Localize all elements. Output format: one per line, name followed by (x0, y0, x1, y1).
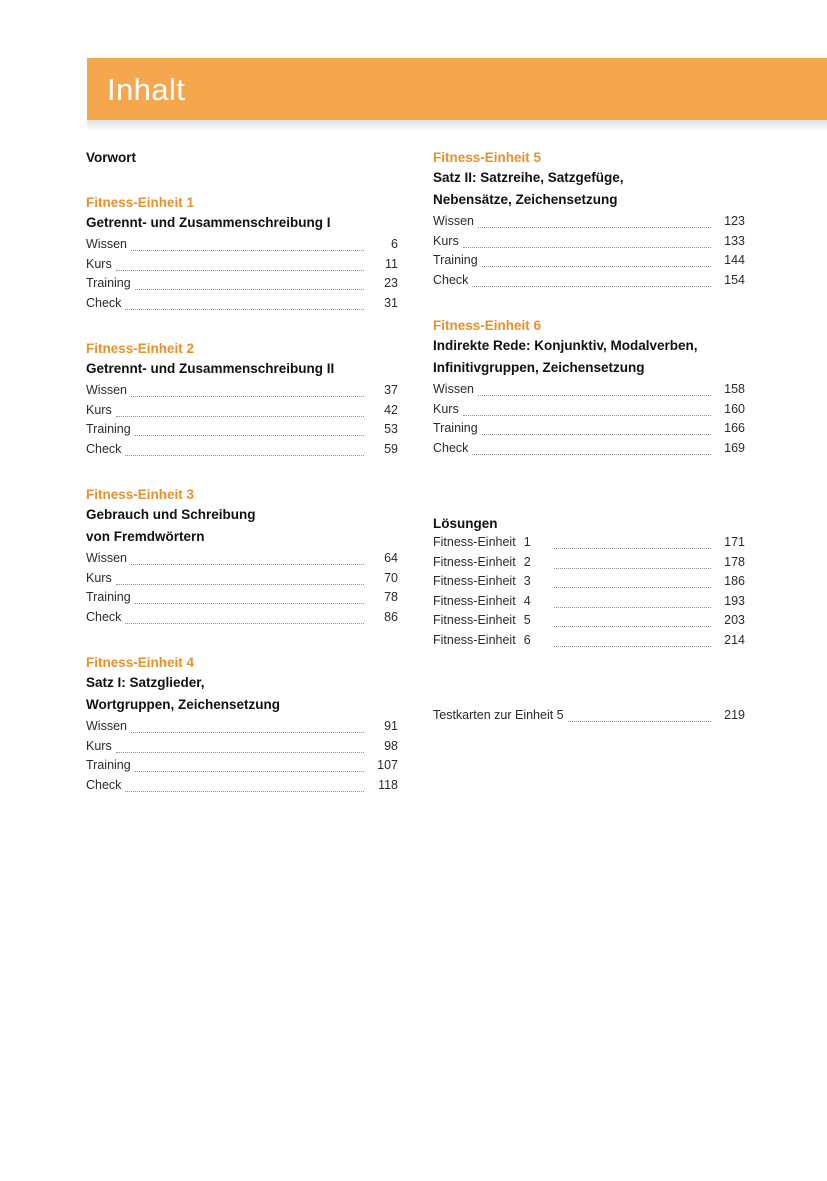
toc-row[interactable] (86, 569, 398, 589)
dot-leader (116, 584, 364, 585)
dot-leader (568, 721, 711, 722)
dot-leader (472, 454, 711, 455)
entry-index: 1 (523, 535, 531, 549)
toc-row[interactable] (86, 737, 398, 757)
entry-page-number: 186 (724, 574, 745, 588)
toc-row[interactable] (86, 235, 398, 255)
entry-label: Fitness-Einheit (433, 632, 516, 647)
dot-leader (554, 626, 711, 627)
section-title-line-2: Nebensätze, Zeichensetzung (433, 192, 618, 207)
entry-label: Kurs (86, 738, 112, 753)
section-spacer (433, 676, 745, 706)
dot-leader (131, 732, 364, 733)
toc-row[interactable] (86, 381, 398, 401)
section-title-line-1: Indirekte Rede: Konjunktiv, Modalverben, (433, 338, 698, 353)
section-title-line-1: Satz I: Satzglieder, (86, 675, 205, 690)
toc-section-einheit-4 (86, 653, 398, 795)
dot-leader (131, 564, 364, 565)
toc-row[interactable] (86, 420, 398, 440)
entry-page-number: 123 (724, 214, 745, 228)
toc-row[interactable] (433, 232, 745, 252)
dot-leader (554, 607, 711, 608)
dot-leader (135, 603, 364, 604)
toc-section-loesungen (433, 514, 745, 650)
toc-row[interactable] (433, 592, 745, 612)
entry-label: Wissen (86, 551, 127, 565)
entry-page-number: 42 (384, 402, 398, 417)
entry-page-number: 86 (384, 609, 398, 624)
entry-label: Testkarten zur Einheit 5 (433, 708, 564, 722)
dot-leader (131, 250, 364, 251)
dot-leader (125, 309, 364, 310)
entry-label: Fitness-Einheit (433, 535, 516, 549)
toc-row[interactable] (86, 294, 398, 314)
entry-label: Kurs (86, 402, 112, 417)
entry-label: Training (433, 253, 478, 267)
section-spacer (433, 484, 745, 514)
dot-leader (554, 587, 711, 588)
entry-label: Training (86, 422, 131, 436)
page-title: Inhalt (107, 71, 186, 107)
page-header-banner (87, 58, 827, 120)
toc-row[interactable] (433, 271, 745, 291)
section-title-line-1: Gebrauch und Schreibung (86, 507, 256, 522)
dot-leader (135, 289, 364, 290)
entry-page-number: 37 (384, 383, 398, 397)
toc-row[interactable] (433, 439, 745, 459)
entry-page-number: 11 (385, 256, 398, 271)
entry-index: 4 (523, 593, 531, 608)
entry-page-number: 91 (384, 719, 398, 733)
entry-label: Kurs (433, 233, 459, 248)
toc-row[interactable] (433, 212, 745, 232)
dot-leader (135, 771, 364, 772)
entry-page-number: 193 (724, 593, 745, 608)
entry-label: Wissen (86, 383, 127, 397)
entry-index: 6 (523, 632, 531, 647)
entry-label: Kurs (86, 256, 112, 271)
section-eyebrow: Fitness-Einheit 3 (86, 487, 195, 502)
toc-row[interactable] (86, 608, 398, 628)
toc-row[interactable] (433, 611, 745, 631)
entry-label: Training (86, 758, 131, 772)
loesungen-heading: Lösungen (433, 516, 498, 531)
entry-label: Check (86, 609, 122, 624)
entry-label: Check (86, 777, 122, 792)
entry-label: Fitness-Einheit (433, 574, 516, 588)
entry-label: Check (86, 441, 122, 456)
toc-row[interactable] (433, 553, 745, 573)
dot-leader (125, 623, 364, 624)
toc-entry-vorwort[interactable] (86, 148, 398, 167)
entry-label: Wissen (433, 214, 474, 228)
toc-row[interactable] (86, 756, 398, 776)
toc-row[interactable] (433, 533, 745, 553)
entry-page-number: 118 (378, 777, 398, 792)
toc-row[interactable] (433, 419, 745, 439)
section-title: Getrennt- und Zusammenschreibung I (86, 215, 331, 230)
entry-label: Check (86, 295, 122, 310)
dot-leader (116, 752, 364, 753)
entry-page-number: 78 (384, 590, 398, 604)
section-eyebrow: Fitness-Einheit 1 (86, 195, 195, 210)
section-title-line-2: Infinitivgruppen, Zeichensetzung (433, 360, 645, 375)
entry-page-number: 70 (384, 570, 398, 585)
toc-section-einheit-1 (86, 193, 398, 313)
toc-row[interactable] (86, 588, 398, 608)
dot-leader (135, 435, 364, 436)
entry-page-number: 107 (377, 758, 398, 772)
dot-leader (478, 227, 711, 228)
entry-page-number: 31 (384, 295, 398, 310)
dot-leader (482, 434, 711, 435)
dot-leader (125, 455, 364, 456)
dot-leader (482, 266, 711, 267)
entry-label: Training (433, 421, 478, 435)
dot-leader (125, 791, 364, 792)
dot-leader (554, 548, 711, 549)
toc-row[interactable] (86, 717, 398, 737)
section-title: Getrennt- und Zusammenschreibung II (86, 361, 335, 376)
entry-label: Fitness-Einheit (433, 593, 516, 608)
dot-leader (472, 286, 711, 287)
dot-leader (478, 395, 711, 396)
entry-label: Training (86, 276, 131, 290)
dot-leader (463, 247, 711, 248)
entry-label: Wissen (86, 237, 127, 251)
entry-label: Fitness-Einheit (433, 613, 516, 627)
entry-page-number: 6 (391, 237, 398, 251)
entry-page-number: 166 (724, 421, 745, 435)
section-eyebrow: Fitness-Einheit 4 (86, 655, 195, 670)
toc-row[interactable] (433, 400, 745, 420)
dot-leader (131, 396, 364, 397)
toc-row[interactable] (433, 251, 745, 271)
entry-index: 2 (523, 554, 531, 569)
toc-section-einheit-5 (433, 148, 745, 290)
toc-right-column (433, 148, 745, 726)
entry-page-number: 144 (724, 253, 745, 267)
entry-page-number: 169 (724, 440, 745, 455)
entry-label: Wissen (433, 382, 474, 396)
toc-section-testkarten (433, 706, 745, 726)
toc-row[interactable] (433, 380, 745, 400)
toc-row[interactable] (86, 274, 398, 294)
toc-section-einheit-6 (433, 316, 745, 458)
dot-leader (116, 270, 364, 271)
entry-page-number: 59 (384, 441, 398, 456)
section-eyebrow: Fitness-Einheit 5 (433, 150, 542, 165)
toc-row[interactable] (86, 401, 398, 421)
toc-section-einheit-2 (86, 339, 398, 459)
section-title-line-1: Satz II: Satzreihe, Satzgefüge, (433, 170, 624, 185)
entry-label: Check (433, 272, 469, 287)
entry-label: Training (86, 590, 131, 604)
toc-left-column (86, 148, 398, 795)
toc-row[interactable] (433, 631, 745, 651)
entry-page-number: 154 (724, 272, 745, 287)
toc-row[interactable] (86, 549, 398, 569)
entry-label: Kurs (433, 401, 459, 416)
entry-page-number: 64 (384, 551, 398, 565)
entry-index: 3 (523, 574, 531, 588)
dot-leader (554, 646, 711, 647)
entry-index: 5 (523, 613, 531, 627)
toc-row[interactable] (86, 776, 398, 796)
dot-leader (116, 416, 364, 417)
entry-page-number: 171 (724, 535, 745, 549)
section-eyebrow: Fitness-Einheit 6 (433, 318, 542, 333)
vorwort-label: Vorwort (86, 150, 136, 165)
dot-leader (463, 415, 711, 416)
section-eyebrow: Fitness-Einheit 2 (86, 341, 195, 356)
section-title-line-2: von Fremdwörtern (86, 529, 205, 544)
entry-label: Check (433, 440, 469, 455)
toc-row[interactable] (86, 440, 398, 460)
entry-page-number: 23 (384, 276, 398, 290)
entry-page-number: 133 (724, 233, 745, 248)
entry-page-number: 219 (724, 708, 745, 722)
toc-section-einheit-3 (86, 485, 398, 627)
toc-row[interactable] (86, 255, 398, 275)
entry-page-number: 214 (724, 632, 745, 647)
entry-label: Kurs (86, 570, 112, 585)
entry-page-number: 53 (384, 422, 398, 436)
entry-label: Fitness-Einheit (433, 554, 516, 569)
dot-leader (554, 568, 711, 569)
section-title-line-2: Wortgruppen, Zeichensetzung (86, 697, 281, 712)
entry-page-number: 98 (384, 738, 398, 753)
entry-page-number: 178 (724, 554, 745, 569)
entry-label: Wissen (86, 719, 127, 733)
entry-page-number: 203 (724, 613, 745, 627)
entry-page-number: 158 (724, 382, 745, 396)
toc-row[interactable] (433, 572, 745, 592)
toc-row[interactable] (433, 706, 745, 726)
entry-page-number: 160 (724, 401, 745, 416)
